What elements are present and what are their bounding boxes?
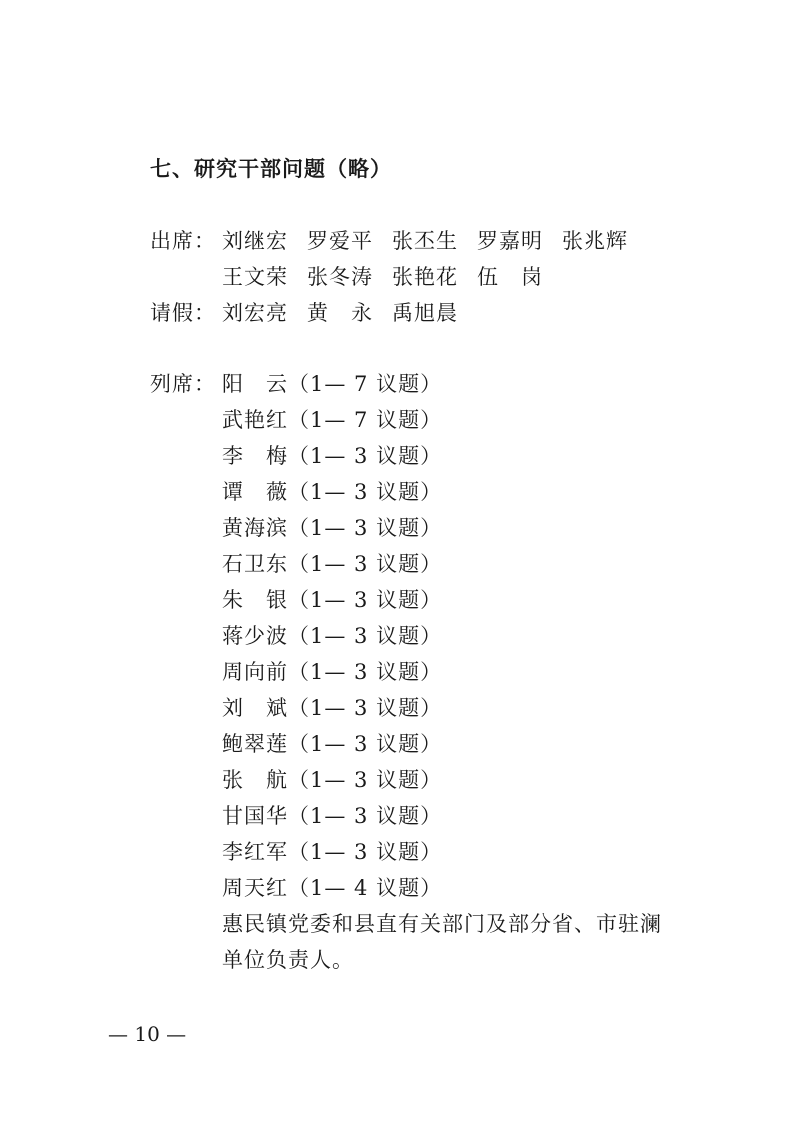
attending-row	[222, 762, 442, 798]
attending-row	[222, 438, 442, 474]
attending-note-line-2: 单位负责人。	[222, 948, 354, 972]
present-name: 张丕生	[392, 229, 458, 253]
attending-topic-range: （1— 3 议题）	[288, 624, 443, 648]
present-label: 出席：	[150, 229, 216, 253]
present-name: 张兆辉	[562, 229, 628, 253]
leave-row	[0, 295, 793, 331]
present-name: 伍 岗	[477, 265, 543, 289]
attending-topic-range: （1— 3 议题）	[288, 516, 443, 540]
leave-name: 禹旭晨	[392, 301, 458, 325]
page-number: — 10 —	[108, 1022, 187, 1046]
attending-name: 石卫东	[222, 552, 288, 576]
attending-topic-range: （1— 3 议题）	[288, 804, 443, 828]
section-heading: 七、研究干部问题（略）	[150, 157, 392, 181]
attending-name: 周天红	[222, 876, 288, 900]
attending-row	[222, 582, 442, 618]
attending-name: 周向前	[222, 660, 288, 684]
present-row-1	[0, 223, 793, 259]
leave-names	[222, 295, 477, 331]
attending-name: 阳 云	[222, 372, 288, 396]
attending-topic-range: （1— 3 议题）	[288, 768, 443, 792]
attending-name: 谭 薇	[222, 480, 288, 504]
attending-row	[222, 798, 442, 834]
attending-topic-range: （1— 3 议题）	[288, 588, 443, 612]
attending-name: 黄海滨	[222, 516, 288, 540]
attending-name: 蒋少波	[222, 624, 288, 648]
attending-row	[222, 834, 442, 870]
leave-name: 黄 永	[307, 301, 373, 325]
attending-name: 甘国华	[222, 804, 288, 828]
leave-label: 请假：	[150, 301, 216, 325]
attending-row	[222, 726, 442, 762]
present-names-line-2	[222, 259, 562, 295]
attending-row	[222, 618, 442, 654]
present-name: 王文荣	[222, 265, 288, 289]
attending-topic-range: （1— 7 议题）	[288, 372, 443, 396]
attending-topic-range: （1— 7 议题）	[288, 408, 443, 432]
attending-name: 李 梅	[222, 444, 288, 468]
attending-name: 张 航	[222, 768, 288, 792]
attending-row	[222, 474, 442, 510]
attending-name: 鲍翠莲	[222, 732, 288, 756]
present-name: 罗嘉明	[477, 229, 543, 253]
attending-name: 武艳红	[222, 408, 288, 432]
attending-topic-range: （1— 3 议题）	[288, 660, 443, 684]
present-name: 刘继宏	[222, 229, 288, 253]
present-name: 罗爱平	[307, 229, 373, 253]
attending-row	[222, 546, 442, 582]
present-names-line-1	[222, 223, 647, 259]
attending-name: 李红军	[222, 840, 288, 864]
present-name: 张艳花	[392, 265, 458, 289]
attending-row	[222, 654, 442, 690]
attending-topic-range: （1— 4 议题）	[288, 876, 443, 900]
attending-name: 朱 银	[222, 588, 288, 612]
attending-label: 列席：	[150, 372, 216, 396]
leave-name: 刘宏亮	[222, 301, 288, 325]
present-row-2	[0, 259, 793, 295]
attending-row	[222, 690, 442, 726]
attending-topic-range: （1— 3 议题）	[288, 840, 443, 864]
attending-row	[222, 366, 442, 402]
attending-row	[222, 870, 442, 906]
attending-topic-range: （1— 3 议题）	[288, 552, 443, 576]
attending-row	[222, 510, 442, 546]
attending-topic-range: （1— 3 议题）	[288, 444, 443, 468]
attending-name: 刘 斌	[222, 696, 288, 720]
present-name: 张冬涛	[307, 265, 373, 289]
attending-topic-range: （1— 3 议题）	[288, 732, 443, 756]
attending-topic-range: （1— 3 议题）	[288, 696, 443, 720]
attending-row	[222, 402, 442, 438]
attending-note-line-1: 惠民镇党委和县直有关部门及部分省、市驻澜	[222, 912, 662, 936]
attending-topic-range: （1— 3 议题）	[288, 480, 443, 504]
